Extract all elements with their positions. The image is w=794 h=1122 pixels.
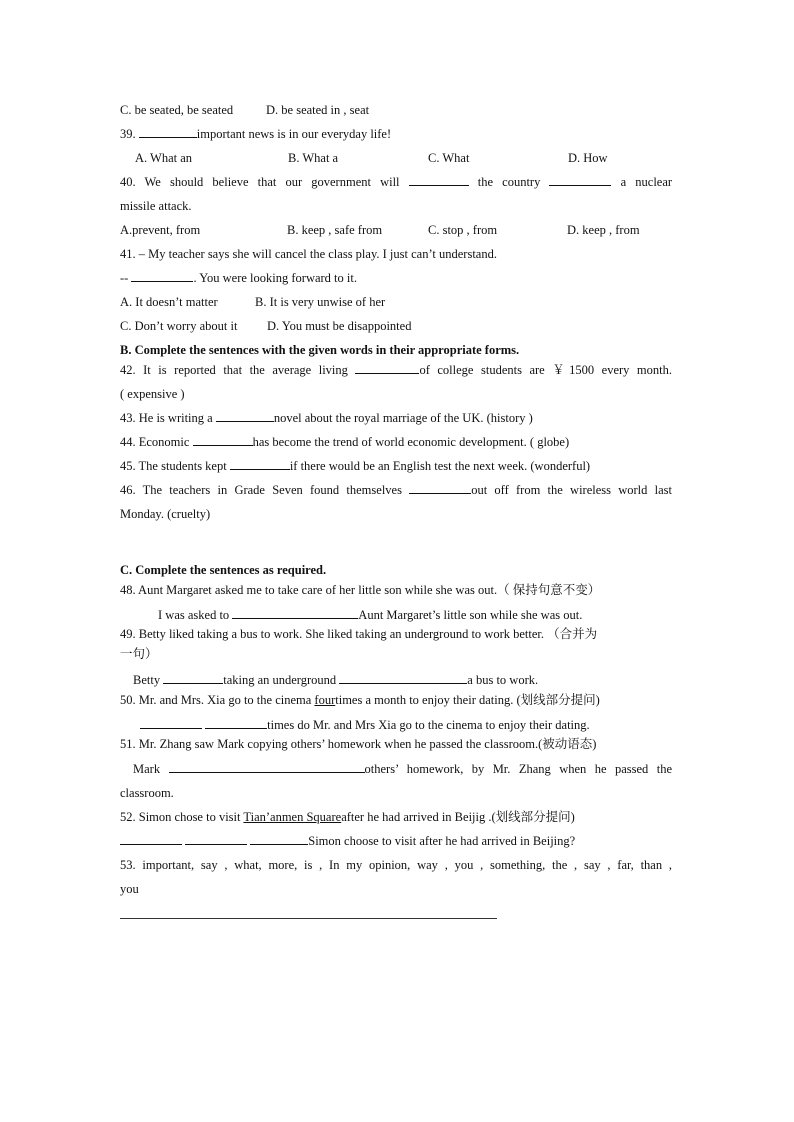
q48-blank[interactable] xyxy=(232,607,358,619)
q45-text-start: 45. The students kept xyxy=(120,459,227,473)
q48-answer-line xyxy=(158,607,582,623)
q45-text-end: if there would be an English test the next week. (wonderful) xyxy=(289,459,591,473)
q51-blank[interactable] xyxy=(169,761,365,773)
q53-question: 53. important, say , what, more, is , In my opinion, way , you , something, the , say , far, than , xyxy=(120,858,672,872)
q40-question xyxy=(120,174,672,190)
q40-option-d[interactable]: D. keep , from xyxy=(567,223,640,237)
q39-number: 39. xyxy=(120,127,136,141)
q46-text-end: out off from the wireless world last xyxy=(471,483,673,497)
q40-option-b[interactable]: B. keep , safe from xyxy=(287,223,383,237)
q48-text-start: I was asked to xyxy=(158,608,230,622)
q40-middle: the country xyxy=(477,175,541,189)
q52-text-end: after he had arrived in Beijig .(划线部分提问) xyxy=(341,810,575,824)
q41-line2-text: . You were looking forward to it. xyxy=(193,271,357,285)
q52-text-start: 52. Simon chose to visit xyxy=(120,810,241,824)
q49-answer-line xyxy=(133,672,538,688)
q40-end: a nuclear xyxy=(620,175,673,189)
q46-text-start: 46. The teachers in Grade Seven found themselves xyxy=(120,483,402,497)
q53-answer-rule[interactable] xyxy=(120,918,497,919)
section-b-heading: B. Complete the sentences with the given words in their appropriate forms. xyxy=(120,343,520,357)
q50-text-end: times do Mr. and Mrs Xia go to the cinema to enjoy their dating. xyxy=(267,718,590,732)
q39-question xyxy=(120,126,391,142)
q39-option-b[interactable]: B. What a xyxy=(288,151,339,165)
q40-option-a[interactable]: A.prevent, from xyxy=(120,223,201,237)
q46-continuation: Monday. (cruelty) xyxy=(120,507,211,521)
q42-hint: ( expensive ) xyxy=(120,387,185,401)
q41-option-d[interactable]: D. You must be disappointed xyxy=(267,319,412,333)
q40-option-c[interactable]: C. stop , from xyxy=(428,223,498,237)
q41-dialogue-line-2 xyxy=(120,270,357,286)
q50-question xyxy=(120,692,600,708)
q41-dash: -- xyxy=(120,271,129,285)
q45-question xyxy=(120,458,590,474)
q49-question: 49. Betty liked taking a bus to work. She liked taking an underground to work better. （合并为 xyxy=(120,627,598,641)
q42-text-end: of college students are ￥1500 every month. xyxy=(419,363,673,377)
q49-blank-1[interactable] xyxy=(163,672,223,684)
q46-question xyxy=(120,482,672,498)
q52-blank-1[interactable] xyxy=(120,833,182,845)
q41-option-c[interactable]: C. Don’t worry about it xyxy=(120,319,238,333)
q39-option-d[interactable]: D. How xyxy=(568,151,608,165)
q52-blank-2[interactable] xyxy=(185,833,247,845)
q41-blank[interactable] xyxy=(131,270,193,282)
q40-continuation: missile attack. xyxy=(120,199,192,213)
q42-blank[interactable] xyxy=(355,362,419,374)
q50-underlined-word: four xyxy=(314,693,336,707)
q44-question xyxy=(120,434,569,450)
q50-blank-1[interactable] xyxy=(140,717,202,729)
q38-option-d[interactable]: D. be seated in , seat xyxy=(266,103,370,117)
q43-blank[interactable] xyxy=(216,410,274,422)
q50-text-start: 50. Mr. and Mrs. Xia go to the cinema xyxy=(120,693,312,707)
q51-text-start: Mark xyxy=(133,762,161,776)
q41-dialogue-line-1: 41. – My teacher says she will cancel the class play. I just can’t understand. xyxy=(120,247,497,261)
q43-question xyxy=(120,410,533,426)
q49-text-middle: taking an underground xyxy=(223,673,337,687)
q52-text-end: Simon choose to visit after he had arrived in Beijing? xyxy=(308,834,576,848)
q53-question-cont: you xyxy=(120,882,139,896)
q39-option-c[interactable]: C. What xyxy=(428,151,470,165)
q49-text-end: a bus to work. xyxy=(467,673,539,687)
q42-text-start: 42. It is reported that the average living xyxy=(120,363,348,377)
q50-blank-2[interactable] xyxy=(205,717,267,729)
q48-text-end: Aunt Margaret’s little son while she was out. xyxy=(358,608,583,622)
q41-option-a[interactable]: A. It doesn’t matter xyxy=(120,295,218,309)
q49-blank-2[interactable] xyxy=(339,672,467,684)
q39-option-a[interactable]: A. What an xyxy=(135,151,193,165)
q44-blank[interactable] xyxy=(193,434,253,446)
q42-question xyxy=(120,362,672,378)
q43-text-end: novel about the royal marriage of the UK. (history ) xyxy=(273,411,533,425)
q52-underlined-phrase: Tian’anmen Square xyxy=(243,810,342,824)
q51-continuation: classroom. xyxy=(120,786,174,800)
q50-answer-line xyxy=(140,717,590,733)
q51-answer-line xyxy=(133,761,672,777)
q48-question: 48. Aunt Margaret asked me to take care of her little son while she was out.（ 保持句意不变） xyxy=(120,583,601,597)
q49-text-start: Betty xyxy=(133,673,161,687)
q52-answer-line xyxy=(120,833,575,849)
q44-text-end: has become the trend of world economic development. ( globe) xyxy=(252,435,570,449)
q52-blank-3[interactable] xyxy=(250,833,308,845)
q49-question-cont: 一句） xyxy=(120,647,158,661)
section-c-heading: C. Complete the sentences as required. xyxy=(120,563,327,577)
q46-blank[interactable] xyxy=(409,482,471,494)
q39-blank[interactable] xyxy=(139,126,197,138)
q38-option-c[interactable]: C. be seated, be seated xyxy=(120,103,234,117)
q52-question xyxy=(120,809,575,825)
q51-question: 51. Mr. Zhang saw Mark copying others’ homework when he passed the classroom.(被动语态) xyxy=(120,737,597,751)
q45-blank[interactable] xyxy=(230,458,290,470)
q40-blank-1[interactable] xyxy=(409,174,469,186)
q40-number: 40. We should believe that our government will xyxy=(120,175,400,189)
q41-option-b[interactable]: B. It is very unwise of her xyxy=(255,295,386,309)
q51-text-end: others’ homework, by Mr. Zhang when he passed the xyxy=(364,762,672,776)
q40-blank-2[interactable] xyxy=(549,174,611,186)
q50-text-end: times a month to enjoy their dating. (划线部分提问) xyxy=(335,693,600,707)
q43-text-start: 43. He is writing a xyxy=(120,411,213,425)
q44-text-start: 44. Economic xyxy=(120,435,190,449)
q39-text: important news is in our everyday life! xyxy=(196,127,392,141)
